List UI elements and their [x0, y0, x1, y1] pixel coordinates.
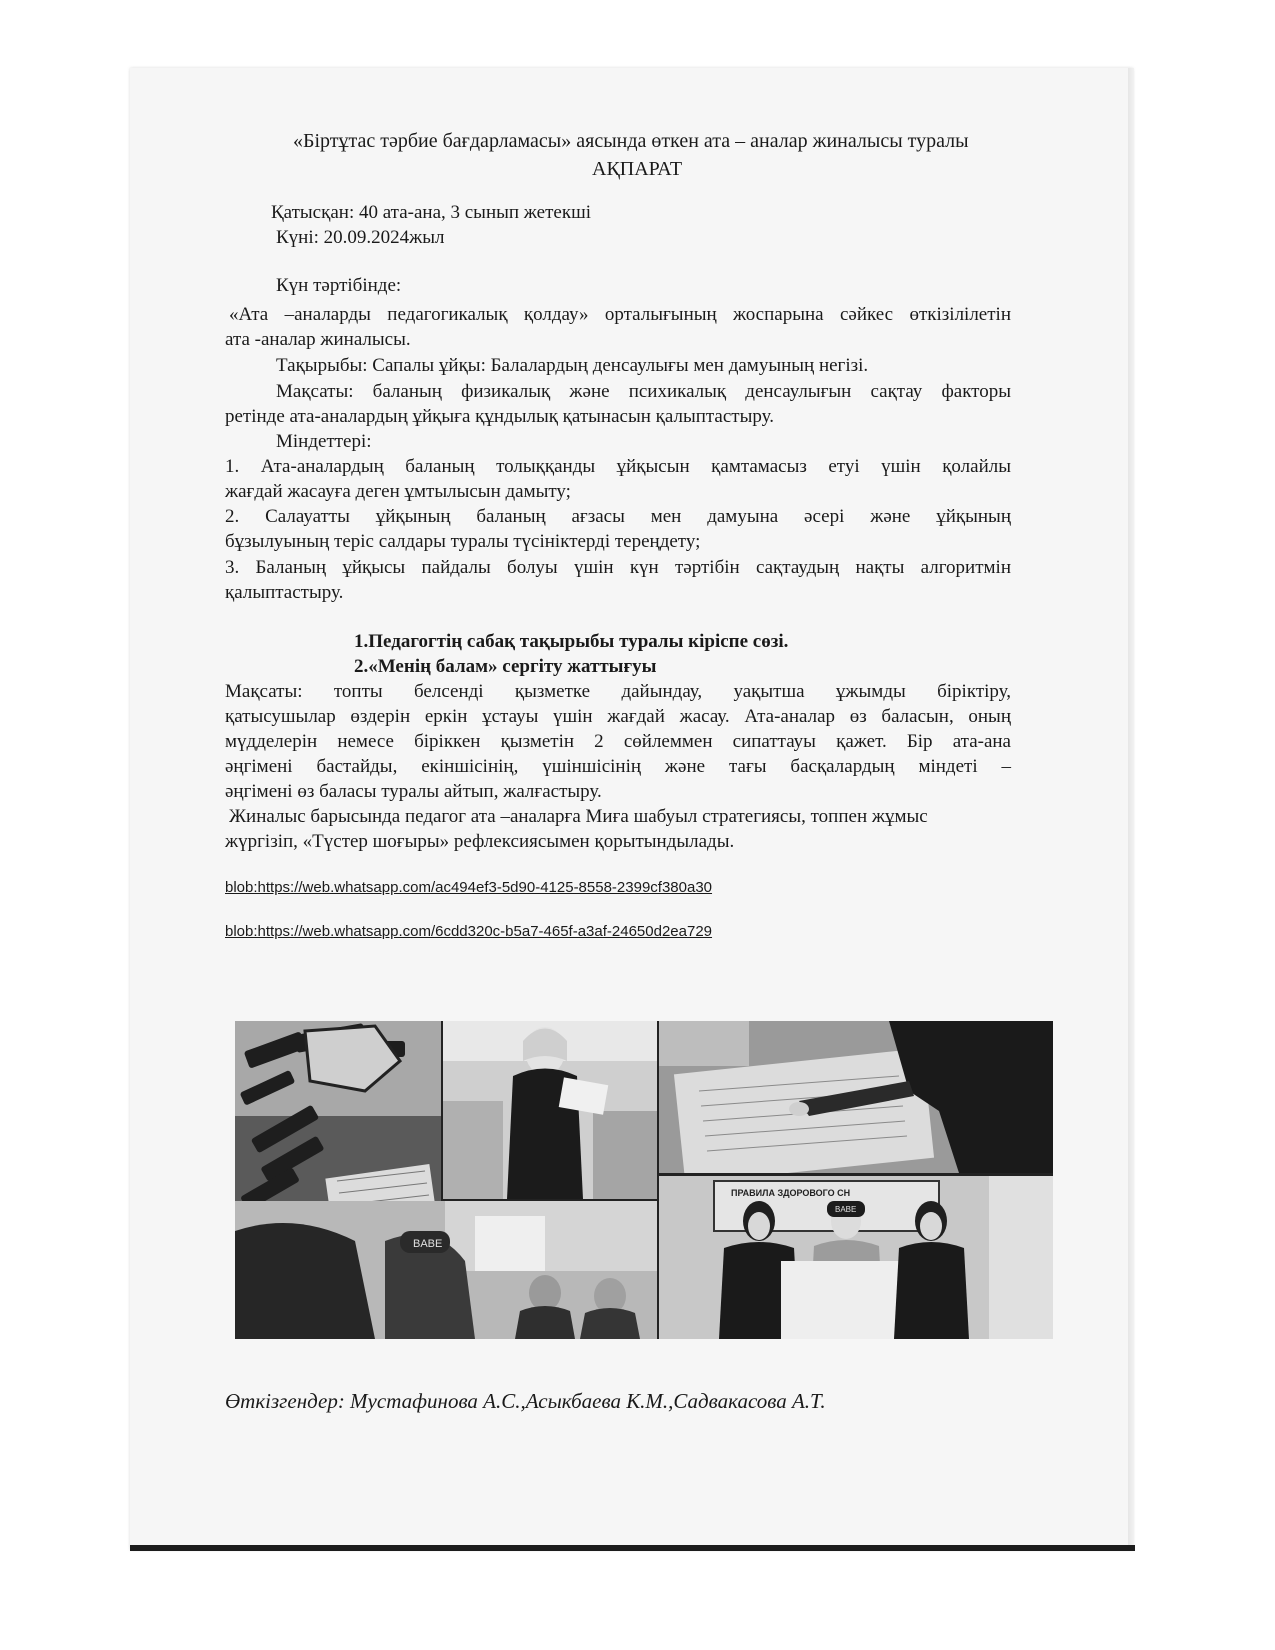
whatsapp-link-1[interactable]: blob:https://web.whatsapp.com/ac494ef3-5d90-4125-8558-2399cf380a30 [225, 879, 713, 896]
tasks-label: Міндеттері: [276, 431, 372, 452]
task3-line1: 3. Баланың ұйқысы пайдалы болуы үшін күн тәртібін сақтаудың нақты алгоритмін [225, 557, 1011, 578]
task3-line2: қалыптастыру. [225, 582, 344, 603]
footer-conductors: Өткізгендер: Мустафинова А.С.,Асыкбаева К.М.,Садвакасова А.Т. [225, 1389, 826, 1413]
meeting-line1: Жиналыс барысында педагог ата –аналарға Миға шабуыл стратегиясы, топпен жұмыс [229, 806, 928, 827]
aim-line2: қатысушылар өздерін еркін ұстауы үшін жағдай жасау. Ата-аналар өз баласын, оның [225, 706, 1011, 727]
participants-line: Қатысқан: 40 ата-ана, 3 сынып жетекші [271, 202, 591, 223]
task2-line2: бұзылуының теріс салдары туралы түсініктерді тереңдету; [225, 531, 701, 552]
task1-line2: жағдай жасауға деген ұмтылысын дамыту; [225, 481, 571, 502]
aim-line5: әңгімені өз баласы туралы айтып, жалғастыру. [225, 781, 602, 802]
goal-line1: Мақсаты: баланың физикалық және психикалық денсаулығын сақтау факторы [276, 381, 1011, 402]
photo-pointing-chart [659, 1021, 1053, 1173]
photo-teacher-standing [443, 1021, 657, 1199]
photo-group-at-desk [235, 1201, 657, 1339]
paper-edge [1128, 68, 1134, 1550]
document-title: «Біртұтас тәрбие бағдарламасы» аясында өткен ата – аналар жиналысы туралы [293, 130, 969, 152]
topic-line: Тақырыбы: Сапалы ұйқы: Балалардың денсаулығы мен дамуының негізі. [276, 355, 869, 376]
scan-bottom-edge [130, 1545, 1135, 1551]
agenda-label: Күн тәртібінде: [276, 275, 402, 296]
aim-line3: мүдделерін немесе біріккен қызметін 2 сөйлеммен сипаттауы қажет. Бір ата-ана [225, 731, 1011, 752]
aim-line4: әңгімені бастайды, екіншісінің, үшіншісінің және тағы басқалардың міндеті – [225, 756, 1011, 777]
photo-collage [235, 1021, 1053, 1339]
section-1-heading: 1.Педагогтің сабақ тақырыбы туралы кіріспе сөзі. [354, 631, 789, 652]
date-line: Күні: 20.09.2024жыл [276, 227, 445, 248]
task1-line1: 1. Ата-аналардың баланың толыққанды ұйқысын қамтамасыз етуі үшін қолайлы [225, 456, 1011, 477]
document-heading: АҚПАРАТ [592, 158, 683, 180]
meeting-line2: жүргізіп, «Түстер шоғыры» рефлексиясымен қорытындылады. [225, 831, 735, 852]
cap-text-2: BABE [835, 1205, 857, 1214]
whatsapp-link-2[interactable]: blob:https://web.whatsapp.com/6cdd320c-b5a7-465f-a3af-24650d2ea729 [225, 923, 713, 940]
goal-line2: ретінде ата-аналардың ұйқыға құндылық қатынасын қалыптастыру. [225, 406, 774, 427]
agenda-text-line2: ата -аналар жиналысы. [225, 329, 411, 350]
poster-title: ПРАВИЛА ЗДОРОВОГО СН [731, 1188, 851, 1198]
cap-text-1: BABE [413, 1238, 443, 1250]
agenda-text-line1: «Ата –аналарды педагогикалық қолдау» орталығының жоспарына сәйкес өткізілілетін [229, 304, 1011, 325]
aim-line1: Мақсаты: топты белсенді қызметке дайындау, уақытша ұжымды біріктіру, [225, 681, 1011, 702]
task2-line1: 2. Салауатты ұйқының баланың ағзасы мен дамуына әсері және ұйқының [225, 506, 1011, 527]
section-2-heading: 2.«Менің балам» сергіту жаттығуы [354, 656, 657, 677]
photo-women-with-poster [659, 1176, 1053, 1339]
